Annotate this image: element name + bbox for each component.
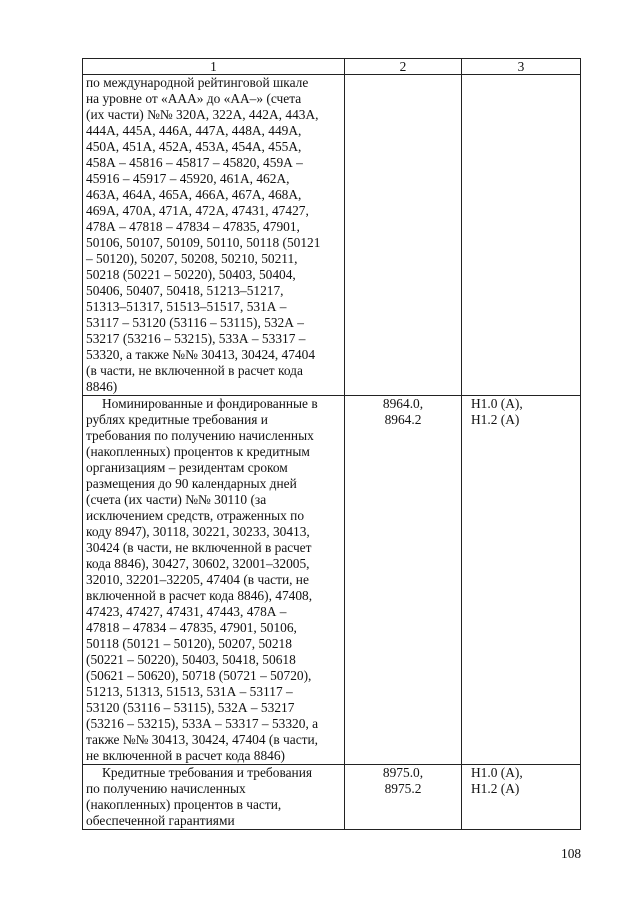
norm-value: Н1.2 (А) [471, 781, 520, 796]
text-line: коду 8947), 30118, 30221, 30233, 30413, [86, 524, 310, 539]
text-line: (53216 – 53215), 533А – 53317 – 53320, а [86, 716, 319, 731]
text-line: исключением средств, отраженных по [86, 508, 305, 523]
norms-cell [462, 765, 581, 830]
text-line: (накопленных) процентов к кредитным [86, 444, 310, 459]
norm-value: Н1.2 (А) [471, 412, 520, 427]
text-line: 50118 (50121 – 50120), 50207, 50218 [86, 636, 292, 651]
text-line: размещения до 90 календарных дней [86, 476, 297, 491]
norms-cell [462, 75, 581, 396]
column-header-3: 3 [462, 59, 581, 75]
text-line: (счета (их части) №№ 30110 (за [86, 492, 267, 507]
text-line: 53217 (53216 – 53215), 533А – 53317 – [86, 331, 306, 346]
text-line: 50406, 50407, 50418, 51213–51217, [86, 283, 284, 298]
text-line: Кредитные требования и требования [102, 765, 313, 780]
codes-cell [345, 396, 462, 765]
text-line: также №№ 30413, 30424, 47404 (в части, [86, 732, 319, 747]
document-table [82, 58, 581, 830]
text-line: по получению начисленных [86, 781, 246, 796]
norms-cell [462, 396, 581, 765]
text-line: 478А – 47818 – 47834 – 47835, 47901, [86, 219, 300, 234]
table-row [83, 396, 581, 765]
code-value: 8975.0, [382, 765, 424, 780]
text-line: 450А, 451А, 452А, 453А, 454А, 455А, [86, 139, 302, 154]
text-line: – 50120), 50207, 50208, 50210, 50211, [86, 251, 298, 266]
code-value: 8964.2 [384, 412, 422, 427]
text-line: 47423, 47427, 47431, 47443, 478А – [86, 604, 287, 619]
text-line: 30424 (в части, не включенной в расчет [86, 540, 312, 555]
text-line: обеспеченной гарантиями [86, 813, 235, 828]
text-line: 32010, 32201–32205, 47404 (в части, не [86, 572, 309, 587]
description-cell [83, 396, 345, 765]
code-value: 8975.2 [384, 781, 422, 796]
description-cell [83, 765, 345, 830]
text-line: 463А, 464А, 465А, 466А, 467А, 468А, [86, 187, 302, 202]
code-value: 8964.0, [382, 396, 424, 411]
text-line: (их части) №№ 320А, 322А, 442А, 443А, [86, 107, 319, 122]
description-cell [83, 75, 345, 396]
text-line: 45916 – 45917 – 45920, 461А, 462А, [86, 171, 290, 186]
table-row [83, 765, 581, 830]
text-line: 47818 – 47834 – 47835, 47901, 50106, [86, 620, 297, 635]
text-line: требования по получению начисленных [86, 428, 314, 443]
text-line: (в части, не включенной в расчет кода [86, 363, 303, 378]
text-line: (50221 – 50220), 50403, 50418, 50618 [86, 652, 296, 667]
text-line: кода 8846), 30427, 30602, 32001–32005, [86, 556, 310, 571]
norm-value: Н1.0 (А), [471, 396, 523, 411]
norm-value: Н1.0 (А), [471, 765, 523, 780]
text-line: по международной рейтинговой шкале [86, 75, 309, 90]
text-line: организациям – резидентам сроком [86, 460, 288, 475]
text-line: включенной в расчет кода 8846), 47408, [86, 588, 313, 603]
text-line: рублях кредитные требования и [86, 412, 268, 427]
column-header-1: 1 [83, 59, 345, 75]
text-line: (накопленных) процентов в части, [86, 797, 282, 812]
text-line: на уровне от «ААА» до «АА–» (счета [86, 91, 302, 106]
codes-cell [345, 75, 462, 396]
text-line: 53120 (53116 – 53115), 532А – 53217 [86, 700, 295, 715]
text-line: 50106, 50107, 50109, 50110, 50118 (50121 [86, 235, 321, 250]
text-line: 8846) [86, 379, 118, 394]
text-line: 51213, 51313, 51513, 531А – 53117 – [86, 684, 293, 699]
text-line: 469А, 470А, 471А, 472А, 47431, 47427, [86, 203, 309, 218]
codes-cell [345, 765, 462, 830]
table-row [83, 75, 581, 396]
page-number: 108 [561, 846, 582, 861]
text-line: (50621 – 50620), 50718 (50721 – 50720), [86, 668, 312, 683]
text-line: 444А, 445А, 446А, 447А, 448А, 449А, [86, 123, 302, 138]
table-header-row [83, 59, 581, 75]
text-line: 50218 (50221 – 50220), 50403, 50404, [86, 267, 296, 282]
column-header-2: 2 [345, 59, 462, 75]
text-line: 53320, а также №№ 30413, 30424, 47404 [86, 347, 316, 362]
text-line: 458А – 45816 – 45817 – 45820, 459А – [86, 155, 303, 170]
text-line: не включенной в расчет кода 8846) [86, 748, 286, 763]
text-line: 51313–51317, 51513–51517, 531А – [86, 299, 287, 314]
text-line: Номинированные и фондированные в [102, 396, 318, 411]
text-line: 53117 – 53120 (53116 – 53115), 532А – [86, 315, 304, 330]
